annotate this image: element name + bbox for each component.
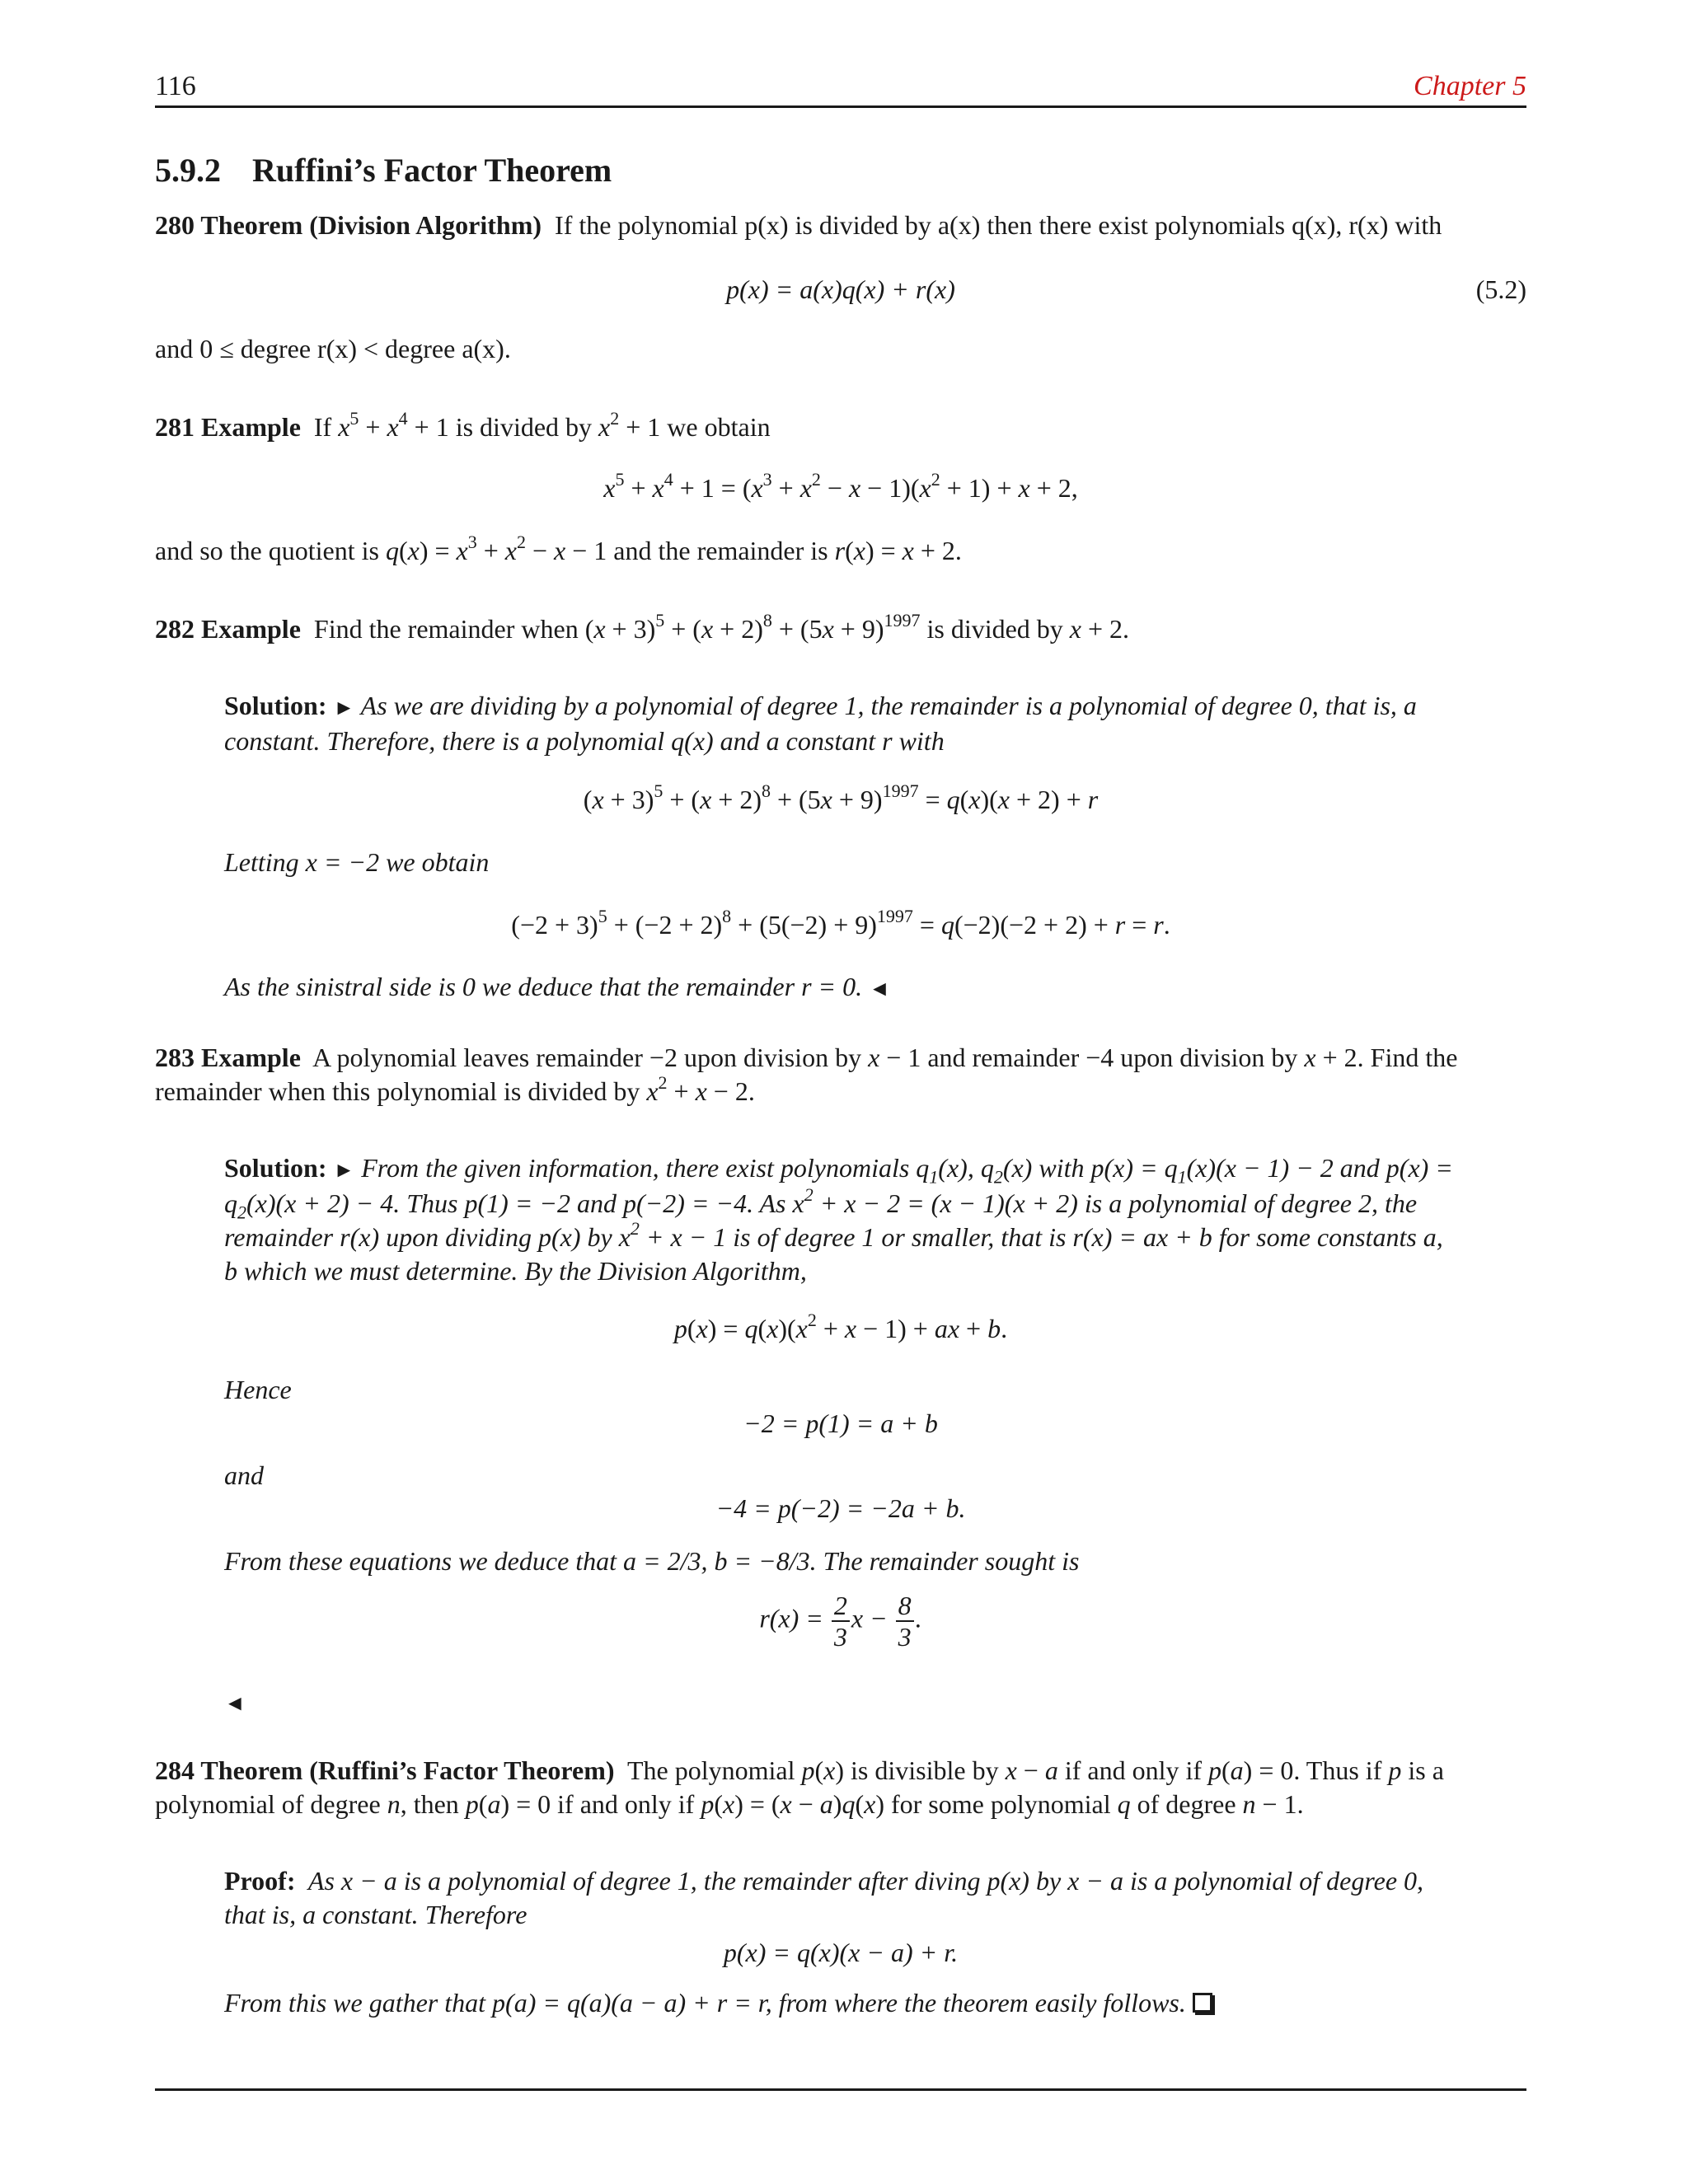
example-281-conclusion: and so the quotient is $q(x) = x^3 + x^2 - x - 1$ and the remainder is r(x) = x + 2.	[155, 532, 962, 565]
example-283-equation-4	[155, 1591, 1526, 1652]
theorem-284-equation: p(x) = q(x)(x − a) + r.	[723, 1938, 959, 1967]
remainder-lhs: r(x) =	[759, 1603, 823, 1633]
solution-label: Solution:	[224, 1153, 327, 1183]
equation-5-2-body: p(x) = a(x)q(x) + r(x)	[726, 274, 955, 304]
chapter-link[interactable]: Chapter 5	[1414, 71, 1526, 101]
example-281-label: 281 Example	[155, 412, 301, 442]
fraction-denominator: 3	[833, 1622, 847, 1652]
example-283-solution-text: From the given information, there exist polynomials $q_1(x)$, $q_2(x)$ with $p(x) = q_1(x)(x - 1) - 2$ and $p(x) = q_2(x)(x + 2) - 4$. Thus p(1) = −2 and p(−2) = −4. As $x^2 + x - 2 = (x - 1)(x + 2)$ is a polynomial of degree 2, the remainder r(x) upon dividing p(x) by $x^2 + x - 1$ is of degree 1 or smaller, that is r(x) = ax + b for some constants a, b which we must determine. By the Division Algorithm,	[224, 1153, 1453, 1286]
fraction-two-thirds	[832, 1591, 850, 1652]
theorem-280-conclusion: and 0 ≤ degree r(x) < degree a(x).	[155, 334, 511, 363]
footer-rule	[155, 2088, 1526, 2091]
page-header	[155, 69, 1526, 109]
example-282-equation-1: $(x + 3)^5 + (x + 2)^8 + (5x + 9)^{1997} = q(x)(x + 2) + r$	[583, 780, 1099, 814]
theorem-284	[155, 1754, 1526, 1821]
page	[155, 0, 1526, 2184]
theorem-284-conclusion	[224, 1986, 1457, 2020]
example-283-end	[224, 1685, 1457, 1720]
equation-5-2	[155, 273, 1526, 307]
fraction-eight-thirds	[896, 1591, 914, 1652]
example-281	[155, 410, 1526, 444]
triangle-right-icon: ►	[333, 1158, 355, 1182]
solution-label: Solution:	[224, 691, 327, 720]
example-282-solution	[224, 689, 1457, 758]
section-number: 5.9.2	[155, 152, 221, 189]
example-283-equation-3: −4 = p(−2) = −2a + b.	[715, 1493, 966, 1523]
example-282-label: 282 Example	[155, 614, 301, 644]
theorem-280-text: If the polynomial p(x) is divided by a(x) then there exist polynomials q(x), r(x) with	[555, 210, 1442, 240]
triangle-right-icon: ►	[333, 696, 355, 719]
qed-box-icon	[1193, 1993, 1212, 2013]
example-281-equation: $x^5 + x^4 + 1 = (x^3 + x^2 - x - 1)(x^2 + 1) + x + 2$,	[603, 469, 1078, 503]
triangle-left-icon: ◄	[869, 977, 890, 1001]
equation-number: (5.2)	[1475, 274, 1526, 304]
fraction-numerator: 2	[832, 1591, 850, 1622]
section-title: Ruffini’s Factor Theorem	[252, 152, 612, 189]
example-283-text: A polynomial leaves remainder −2 upon division by x − 1 and remainder −4 upon division by x + 2. Find the remainder when this polynomial is divided by $x^2 + x - 2$.	[155, 1043, 1458, 1106]
example-283-label: 283 Example	[155, 1043, 301, 1072]
theorem-280-label: 280 Theorem (Division Algorithm)	[155, 210, 542, 240]
fraction-numerator: 8	[896, 1591, 914, 1622]
theorem-284-proof	[224, 1864, 1457, 1932]
section-heading	[155, 153, 1526, 187]
example-282	[155, 612, 1526, 646]
example-283	[155, 1041, 1526, 1108]
triangle-left-icon: ◄	[224, 1691, 246, 1715]
theorem-280	[155, 209, 1526, 242]
page-number: 116	[155, 71, 196, 101]
example-283-and: and	[224, 1460, 264, 1490]
example-281-text: If $x^5 + x^4 + 1$ is divided by $x^2 + 1$ we obtain	[313, 408, 771, 442]
example-282-text: Find the remainder when $(x + 3)^5 + (x + 2)^8 + (5x + 9)^{1997}$ is divided by x + 2.	[313, 610, 1130, 644]
proof-label: Proof:	[224, 1866, 296, 1896]
example-282-solution-text: As we are dividing by a polynomial of degree 1, the remainder is a polynomial of degree 0, that is, a constant. Therefore, there is a polynomial q(x) and a constant r with	[224, 691, 1417, 756]
theorem-284-text: The polynomial p(x) is divisible by x − a if and only if p(a) = 0. Thus if p is a polynomial of degree n, then p(a) = 0 if and only if p(x) = (x − a)q(x) for some polynomial q of degree n − 1.	[155, 1755, 1444, 1819]
example-283-hence: Hence	[224, 1375, 292, 1404]
remainder-middle: x −	[851, 1603, 888, 1633]
theorem-284-conclusion-text: From this we gather that p(a) = q(a)(a − a) + r = r, from where the theorem easily follows.	[224, 1988, 1186, 2018]
example-283-equation-1: $p(x) = q(x)(x^2 + x - 1)$ + ax + b.	[673, 1310, 1008, 1343]
fraction-denominator: 3	[898, 1622, 912, 1652]
example-283-solution	[224, 1151, 1457, 1288]
header-rule	[155, 105, 1526, 108]
example-283-deduction: From these equations we deduce that a = 2/3, b = −8/3. The remainder sought is	[224, 1546, 1080, 1576]
theorem-284-proof-text: As x − a is a polynomial of degree 1, the remainder after diving p(x) by x − a is a polynomial of degree 0, that is, a constant. Therefore	[224, 1866, 1424, 1929]
example-282-conclusion-text: As the sinistral side is 0 we deduce that the remainder r = 0.	[224, 972, 863, 1001]
example-283-equation-2: −2 = p(1) = a + b	[743, 1408, 938, 1438]
example-282-step: Letting x = −2 we obtain	[224, 847, 490, 877]
example-282-equation-2: $(-2 + 3)^5 + (-2 + 2)^8 + (5(-2) + 9)^{1997} = q(-2)(-2 + 2) + r = r$.	[511, 906, 1170, 940]
remainder-end: .	[915, 1603, 922, 1633]
theorem-284-label: 284 Theorem (Ruffini’s Factor Theorem)	[155, 1755, 615, 1785]
example-282-conclusion	[224, 970, 1457, 1005]
